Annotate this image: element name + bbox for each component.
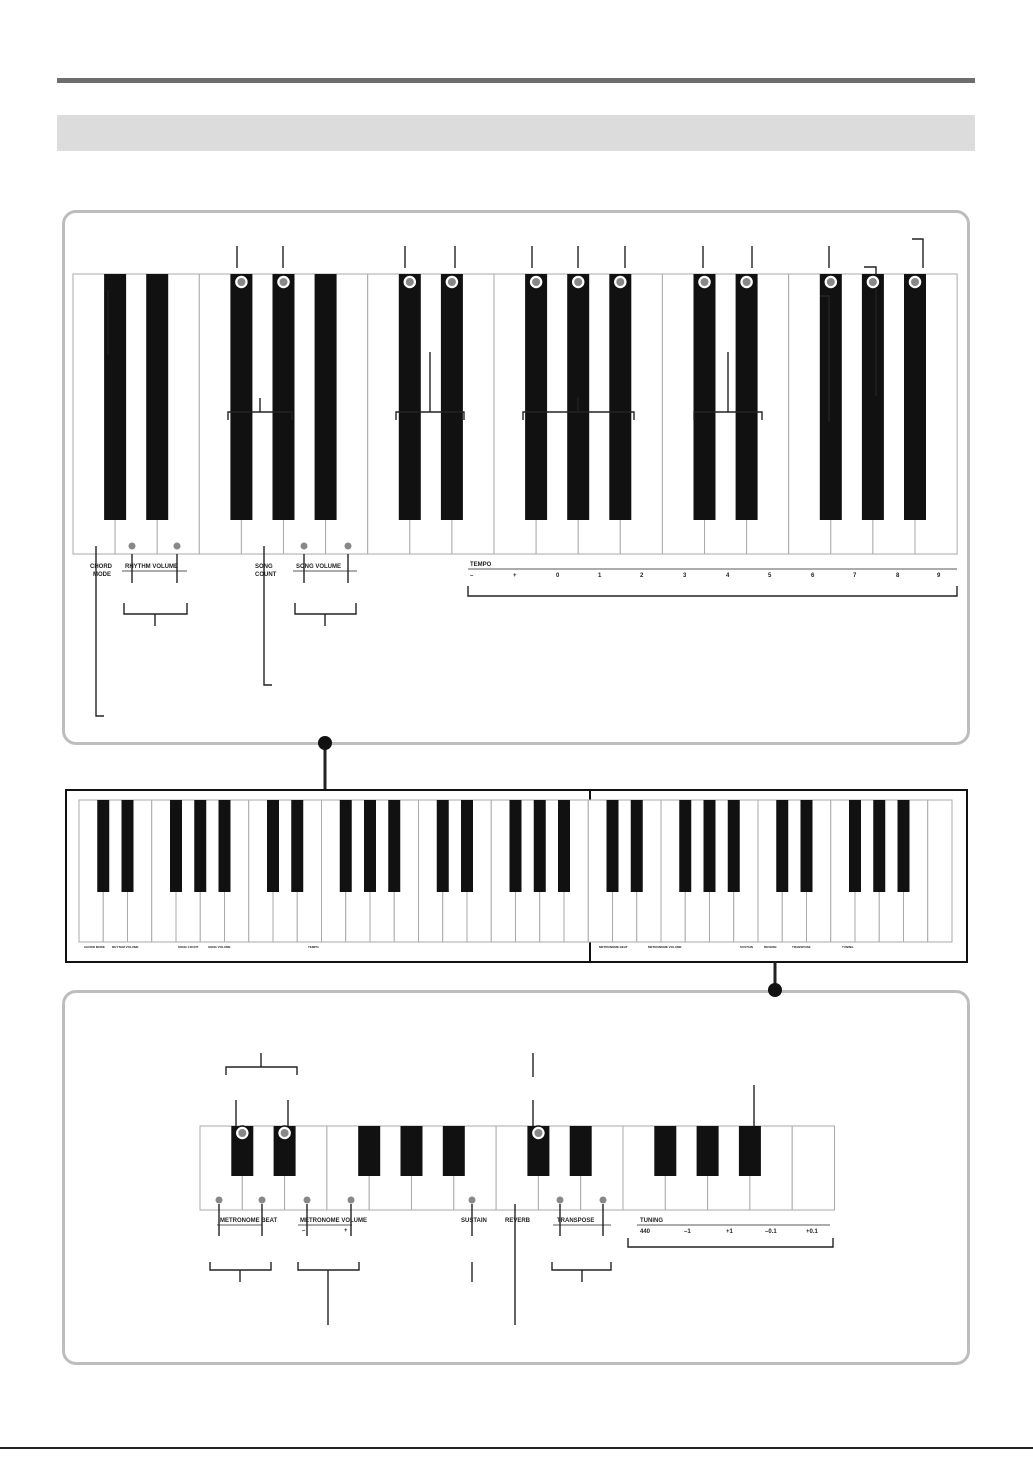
overview-label: METRONOME VOLUME: [648, 945, 682, 949]
tuning-key-label: –0.1: [765, 1229, 777, 1235]
overview-black-key: [340, 800, 352, 892]
bottom-black-key: [654, 1126, 676, 1176]
overview-black-key: [801, 800, 813, 892]
top-black-key: [820, 274, 842, 520]
overview-label: METRONOME BEAT: [599, 945, 628, 949]
top-keyboard: [73, 274, 957, 554]
top-black-key-marker-fill: [616, 278, 624, 286]
bottom-black-key: [358, 1126, 380, 1176]
top-black-key: [273, 274, 295, 520]
tuning-key-labels: [640, 1229, 819, 1235]
tuning-key-label: 440: [640, 1229, 651, 1235]
transpose-label: TRANSPOSE: [557, 1218, 595, 1224]
tuning-key-label: –1: [684, 1229, 691, 1235]
top-black-key: [146, 274, 168, 520]
bottom-white-key-dot: [259, 1197, 266, 1204]
overview-label: TEMPO: [308, 945, 319, 949]
tempo-key-label: 5: [768, 573, 772, 579]
overview-black-key: [461, 800, 473, 892]
overview-label: SONG COUNT: [178, 945, 199, 949]
song-count-line2: COUNT: [255, 572, 277, 578]
reverb-label: REVERB: [505, 1218, 531, 1224]
metronome-volume-minus: –: [302, 1228, 306, 1234]
tempo-key-label: 0: [556, 573, 560, 579]
top-black-key: [315, 274, 337, 520]
metronome-volume-plus: +: [344, 1228, 348, 1234]
top-black-key-marker-fill: [574, 278, 582, 286]
top-black-key-marker-fill: [869, 278, 877, 286]
metronome-beat-label: METRONOME BEAT: [220, 1218, 278, 1224]
top-black-key: [736, 274, 758, 520]
overview-black-key: [898, 800, 910, 892]
overview-black-key: [364, 800, 376, 892]
top-black-key-marker-fill: [911, 278, 919, 286]
bottom-white-key-dot: [469, 1197, 476, 1204]
bottom-white-key-dot: [348, 1197, 355, 1204]
top-black-key-marker-fill: [701, 278, 709, 286]
tuning-key-label: +1: [726, 1229, 733, 1235]
tempo-label: TEMPO: [470, 562, 492, 568]
top-black-key: [862, 274, 884, 520]
bottom-white-key-dot: [557, 1197, 564, 1204]
song-count-line1: SONG: [255, 564, 273, 570]
top-white-key-dot: [174, 543, 181, 550]
overview-label: TRANSPOSE: [792, 945, 811, 949]
bottom-black-key: [697, 1126, 719, 1176]
overview-black-key: [849, 800, 861, 892]
overview-black-key: [679, 800, 691, 892]
top-black-key: [904, 274, 926, 520]
tempo-key-label: 2: [640, 573, 644, 579]
top-black-key: [609, 274, 631, 520]
top-white-key-dot: [345, 543, 352, 550]
overview-black-key: [776, 800, 788, 892]
overview-black-key: [291, 800, 303, 892]
bottom-black-key-marker-fill: [281, 1129, 289, 1137]
chord-mode-line2: MODE: [93, 572, 111, 578]
bottom-black-key-marker-fill: [534, 1129, 542, 1137]
top-black-key: [399, 274, 421, 520]
overview-label: CHORD MODE: [84, 945, 105, 949]
tuning-label: TUNING: [640, 1218, 663, 1224]
overview-black-key: [510, 800, 522, 892]
bottom-keyboard: [200, 1126, 835, 1210]
top-black-key: [230, 274, 252, 520]
top-connector-dot: [318, 736, 332, 750]
tempo-key-label: 9: [937, 573, 941, 579]
bottom-black-key: [443, 1126, 465, 1176]
top-black-key: [694, 274, 716, 520]
tempo-key-label: –: [470, 573, 474, 579]
overview-black-key: [219, 800, 231, 892]
overview-white-key: [928, 800, 952, 942]
bottom-white-key-dot: [600, 1197, 607, 1204]
top-white-key-dot: [301, 543, 308, 550]
metronome-volume-label: METRONOME VOLUME: [300, 1218, 367, 1224]
tempo-key-label: 8: [896, 573, 900, 579]
tempo-key-label: 3: [683, 573, 687, 579]
top-black-key-marker-fill: [406, 278, 414, 286]
tempo-key-label: 1: [598, 573, 602, 579]
overview-black-key: [558, 800, 570, 892]
tuning-key-label: +0.1: [806, 1229, 818, 1235]
song-count-label: [255, 564, 277, 578]
tempo-key-label: 4: [726, 573, 730, 579]
overview-keyboard: [79, 800, 952, 942]
overview-black-key: [267, 800, 279, 892]
rhythm-volume-label: RHYTHM VOLUME: [125, 564, 178, 570]
overview-black-key: [873, 800, 885, 892]
overview-black-key: [194, 800, 206, 892]
bottom-black-key: [401, 1126, 423, 1176]
tempo-key-label: +: [513, 573, 517, 579]
overview-black-key: [534, 800, 546, 892]
overview-label: REVERB: [764, 945, 777, 949]
top-black-key-marker-fill: [237, 278, 245, 286]
top-black-key-marker-fill: [280, 278, 288, 286]
tempo-key-label: 6: [811, 573, 815, 579]
overview-black-key: [388, 800, 400, 892]
top-black-key: [525, 274, 547, 520]
overview-label: SUSTAIN: [740, 945, 753, 949]
bottom-white-key-dot: [216, 1197, 223, 1204]
top-black-key-marker-fill: [743, 278, 751, 286]
bottom-black-key-marker-fill: [238, 1129, 246, 1137]
top-white-key-dot: [129, 543, 136, 550]
bottom-black-key: [739, 1126, 761, 1176]
chord-mode-line1: CHORD: [90, 564, 112, 570]
tempo-key-label: 7: [853, 573, 857, 579]
top-black-key-marker-fill: [827, 278, 835, 286]
overview-black-key: [728, 800, 740, 892]
sustain-label: SUSTAIN: [461, 1218, 487, 1224]
overview-black-key: [122, 800, 134, 892]
bottom-white-key: [792, 1126, 834, 1210]
overview-label: RHYTHM VOLUME: [112, 945, 139, 949]
overview-black-key: [437, 800, 449, 892]
top-black-key-marker-fill: [448, 278, 456, 286]
top-black-key: [441, 274, 463, 520]
bottom-connector-dot: [768, 983, 782, 997]
overview-label: TUNING: [842, 945, 854, 949]
bottom-white-key-dot: [304, 1197, 311, 1204]
bottom-black-key: [570, 1126, 592, 1176]
overview-black-key: [97, 800, 109, 892]
overview-label: SONG VOLUME: [208, 945, 231, 949]
overview-black-key: [607, 800, 619, 892]
tempo-key-labels: [470, 573, 941, 579]
overview-black-key: [631, 800, 643, 892]
overview-black-key: [170, 800, 182, 892]
top-black-key-marker-fill: [532, 278, 540, 286]
song-volume-label: SONG VOLUME: [296, 564, 342, 570]
overview-black-key: [704, 800, 716, 892]
chord-mode-label: [90, 564, 113, 578]
